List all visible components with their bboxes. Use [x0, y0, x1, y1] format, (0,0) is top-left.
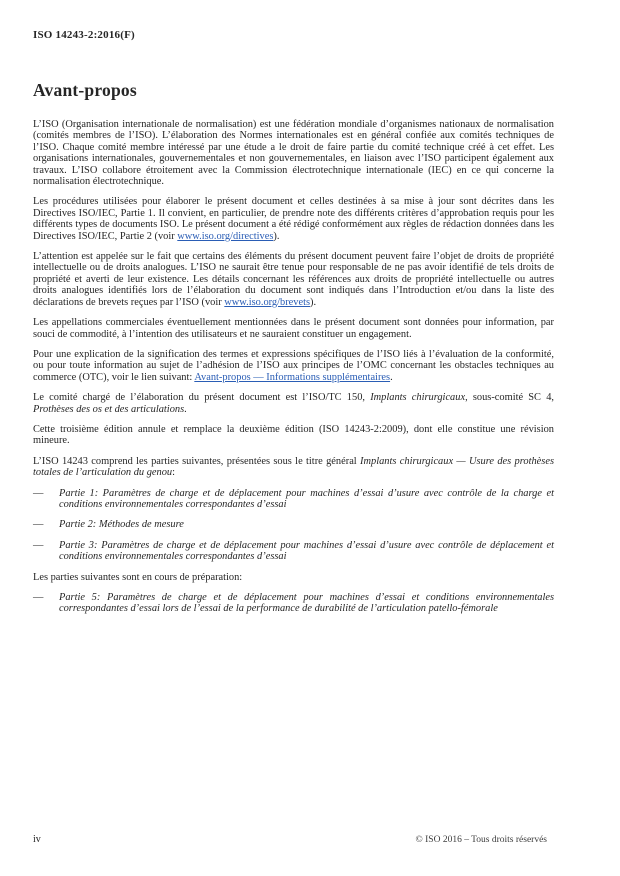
text-run: L’ISO 14243 comprend les parties suivantes, présentées sous le titre général — [33, 455, 361, 467]
paragraph — [33, 424, 554, 447]
italic-text: Partie 1: Paramètres de charge et de déplacement pour machines d’essai d’usure avec contrôle de la charge et conditions environnementales correspondantes d’essai — [59, 487, 554, 510]
text-run: ). — [310, 296, 317, 308]
text-run: Les parties suivantes sont en cours de préparation: — [33, 571, 243, 583]
list-dash: — — [33, 519, 44, 531]
paragraph — [33, 349, 554, 383]
text-run: Les procédures utilisées pour élaborer le présent document et celles destinées à sa mise à jour sont décrites dans les Directives ISO/IEC, Partie 1. Il convient, en particulier, de prendre note des différents critères d’approbation requis pour les différents types de documents ISO. Le présent document a été rédigé conformément aux règles de rédaction données dans les Directives ISO/IEC, Partie 2 (voir — [33, 196, 554, 242]
document-body — [33, 119, 554, 624]
italic-text: Implants chirurgicaux — Usure des prothèses totales de l’articulation du genou — [33, 455, 554, 479]
text-run: , sous-comité SC 4, — [465, 392, 554, 404]
italic-text: Partie 5: Paramètres de charge et de déplacement pour machines d’essai et conditions environnementales correspondantes d’essai lors de l’essai de la performance de durabilité de l’articulation patello-fémorale — [59, 592, 554, 615]
text-run: Cette troisième édition annule et remplace la deuxième édition (ISO 14243-2:2009), dont elle constitue une révision mineure. — [33, 423, 554, 447]
text-run: Pour une explication de la signification des termes et expressions spécifiques de l’ISO liés à l’évaluation de la conformité, ou pour toute information au sujet de l’adhésion de l’ISO aux principes de l’OMC concernant les obstacles techniques au commerce (OTC), voir le lien suivant: — [33, 348, 554, 383]
text-run: . — [184, 403, 187, 415]
list-item — [33, 592, 554, 615]
document-reference: ISO 14243-2:2016(F) — [33, 29, 135, 41]
text-run: ). — [273, 230, 280, 242]
text-run: Les appellations commerciales éventuellement mentionnées dans le présent document sont données pour information, par souci de commodité, à l’intention des utilisateurs et ne sauraient constituer un engagement. — [33, 317, 554, 340]
hyperlink[interactable]: www.iso.org/directives — [177, 230, 274, 242]
list-dash: — — [33, 539, 44, 551]
hyperlink[interactable]: Avant-propos — Informations supplémentaires — [194, 371, 391, 383]
list-item — [33, 519, 554, 530]
paragraph — [33, 392, 554, 415]
italic-text: Partie 3: Paramètres de charge et de déplacement pour machines d’essai d’usure avec contrôle de déplacement et conditions environnementales correspondantes d’essai — [59, 539, 554, 563]
paragraph — [33, 456, 554, 479]
list-item — [33, 540, 554, 563]
text-run: . — [390, 371, 393, 383]
list-dash: — — [33, 592, 44, 603]
paragraph — [33, 119, 554, 187]
list-dash: — — [33, 487, 44, 499]
paragraph — [33, 251, 554, 308]
italic-text: Implants chirurgicaux — [370, 392, 466, 404]
text-run: Le comité chargé de l’élaboration du présent document est l’ISO/TC 150, — [33, 392, 371, 404]
text-run: : — [172, 467, 175, 479]
text-run: L’attention est appelée sur le fait que certains des éléments du présent document peuvent faire l’objet de droits de propriété intellectuelle ou de droits analogues. L’ISO ne saurait être tenue pour responsable de ne pas avoir identifié de tels droits de propriété et averti de leur existence. Les détails concernant les références aux droits de propriété intellectuelle ou autres droits analogues identifiés lors de l’élaboration du document sont indiqués dans l’Introduction et/ou dans la liste des déclarations de brevets reçues par l’ISO (voir — [33, 251, 554, 308]
italic-text: Prothèses des os et des articulations — [33, 403, 185, 415]
page-title: Avant-propos — [33, 80, 137, 100]
italic-text: Partie 2: Méthodes de mesure — [59, 519, 184, 531]
paragraph — [33, 196, 554, 242]
paragraph — [33, 572, 554, 583]
copyright-notice: © ISO 2016 – Tous droits réservés — [415, 835, 547, 845]
paragraph — [33, 317, 554, 340]
hyperlink[interactable]: www.iso.org/brevets — [224, 296, 311, 308]
list-item — [33, 488, 554, 511]
text-run: L’ISO (Organisation internationale de normalisation) est une fédération mondiale d’organismes nationaux de normalisation (comités membres de l’ISO). L’élaboration des Normes internationales est en général confiée aux comités techniques de l’ISO. Chaque comité membre intéressé par une étude a le droit de faire partie du comité technique créé à cet effet. Les organisations internationales, gouvernementales et non gouvernementales, en liaison avec l’ISO participent également aux travaux. L’ISO collabore étroitement avec la Commission électrotechnique internationale (IEC) en ce qui concerne la normalisation électrotechnique. — [33, 119, 554, 188]
page-number: iv — [33, 834, 41, 845]
